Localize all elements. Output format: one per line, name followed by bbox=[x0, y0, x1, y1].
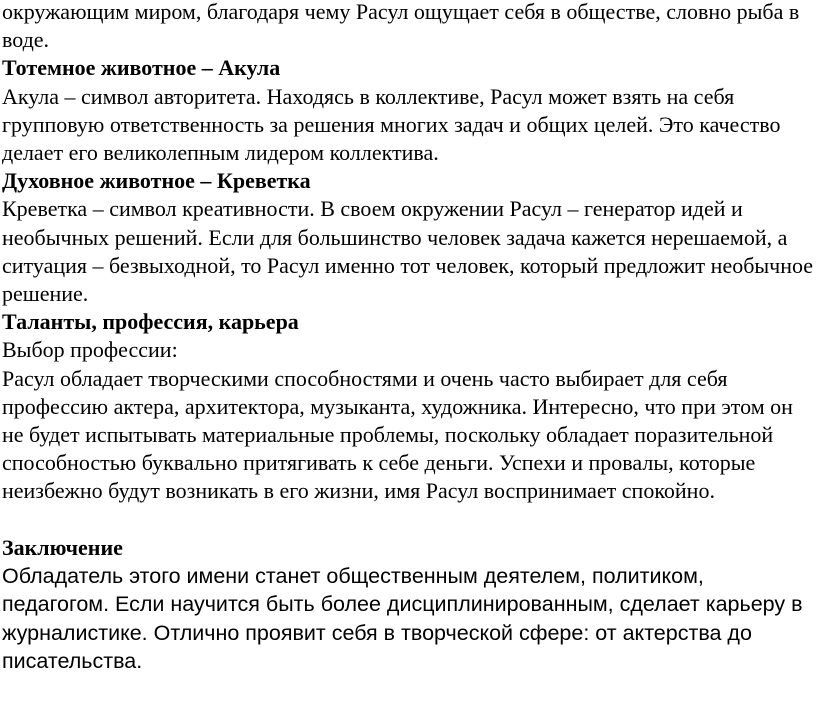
serif-section bbox=[2, 0, 814, 562]
spirit-animal-heading: Духовное животное – Креветка bbox=[2, 168, 311, 194]
sans-section bbox=[2, 562, 814, 676]
document-body bbox=[2, 0, 814, 675]
totem-animal-heading: Тотемное животное – Акула bbox=[2, 55, 281, 81]
career-subheading: Выбор профессии: bbox=[2, 337, 178, 363]
intro-paragraph: окружающим миром, благодаря чему Расул ощущает себя в обществе, словно рыба в воде. bbox=[2, 0, 800, 53]
spirit-animal-paragraph: Креветка – символ креативности. В своем окружении Расул – генератор идей и необычных решений. Если для большинство человек задача кажется нерешаемой, а ситуация – безвыходной, то Расул именно тот человек, который предложит необычное решение. bbox=[2, 196, 814, 307]
conclusion-paragraph: Обладатель этого имени станет общественным деятелем, политиком, педагогом. Если научится быть более дисциплинированным, сделает карьеру в журналистике. Отлично проявит себя в творческой сфере: от актерства до писательства. bbox=[2, 563, 803, 674]
career-paragraph: Расул обладает творческими способностями и очень часто выбирает для себя профессию актера, архитектора, музыканта, художника. Интересно, что при этом он не будет испытывать материальные проблемы, поскольку обладает поразительной способностью буквально притягивать к себе деньги. Успехи и провалы, которые неизбежно будут возникать в его жизни, имя Расул воспринимает спокойно. bbox=[2, 365, 793, 504]
career-heading: Таланты, профессия, карьера bbox=[2, 309, 299, 335]
blank-line bbox=[2, 506, 814, 534]
totem-animal-paragraph: Акула – символ авторитета. Находясь в коллективе, Расул может взять на себя групповую ответственность за решения многих задач и общих целей. Это качество делает его великолепным лидером коллектива. bbox=[2, 83, 781, 166]
conclusion-heading: Заключение bbox=[2, 534, 123, 560]
